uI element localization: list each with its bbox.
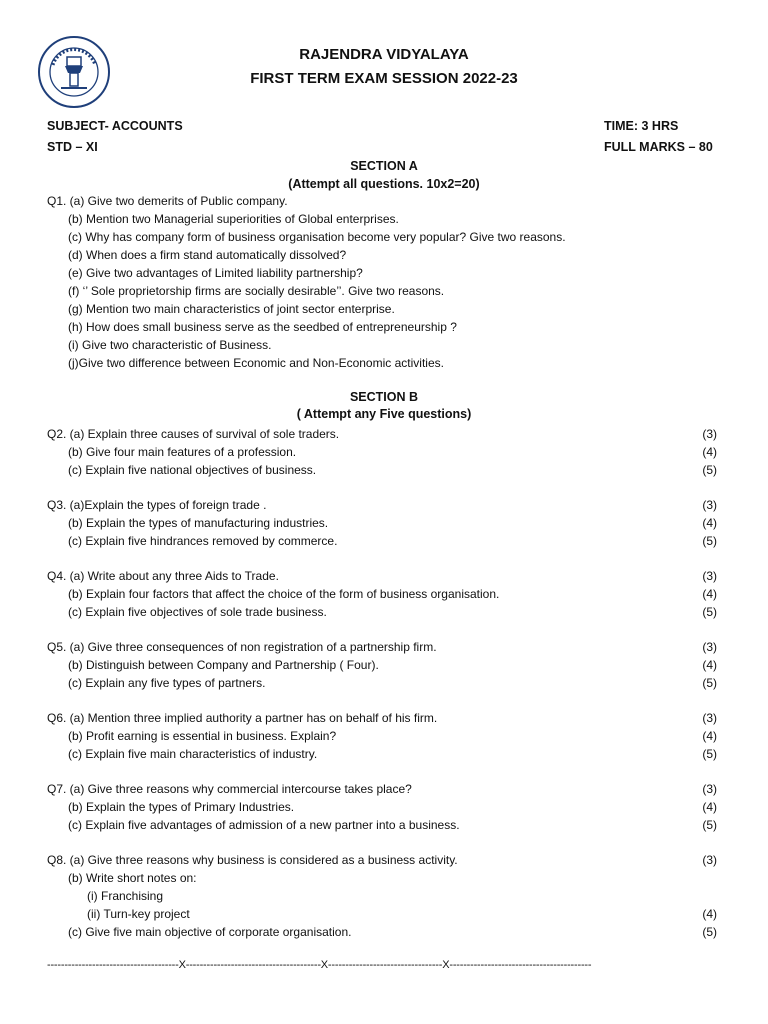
question-text: Q1. (a) Give two demerits of Public company. bbox=[47, 194, 288, 208]
question-text: Q8. (a) Give three reasons why business is considered as a business activity. bbox=[47, 853, 458, 867]
section-a-title: SECTION A bbox=[350, 159, 418, 173]
question-line bbox=[47, 887, 717, 905]
question-marks: (5) bbox=[702, 676, 717, 690]
question-line bbox=[47, 567, 717, 585]
question-text: (b) Explain four factors that affect the choice of the form of business organisation. bbox=[68, 587, 500, 601]
question-marks: (3) bbox=[702, 711, 717, 725]
question-line bbox=[47, 780, 717, 798]
subject-label: SUBJECT- ACCOUNTS bbox=[47, 119, 183, 133]
question-line bbox=[47, 228, 717, 246]
question-marks: (4) bbox=[702, 658, 717, 672]
question-line bbox=[47, 300, 717, 318]
question-text: (b) Distinguish between Company and Partnership ( Four). bbox=[68, 658, 379, 672]
question-text: (c) Explain five main characteristics of industry. bbox=[68, 747, 318, 761]
question-text: (ii) Turn-key project bbox=[87, 907, 190, 921]
exam-title: FIRST TERM EXAM SESSION 2022-23 bbox=[250, 70, 518, 87]
question-text: (c) Explain five national objectives of business. bbox=[68, 463, 317, 477]
question-marks: (3) bbox=[702, 569, 717, 583]
question-line bbox=[47, 425, 717, 443]
question-line bbox=[47, 798, 717, 816]
time-label: TIME: 3 HRS bbox=[604, 119, 679, 133]
question-line bbox=[47, 745, 717, 763]
question-text: (c) Explain five advantages of admission of a new partner into a business. bbox=[68, 818, 460, 832]
question-marks: (3) bbox=[702, 427, 717, 441]
question-line bbox=[47, 869, 717, 887]
question-line bbox=[47, 816, 717, 834]
question-line bbox=[47, 638, 717, 656]
question-marks: (4) bbox=[702, 729, 717, 743]
question-line bbox=[47, 282, 717, 300]
question-line bbox=[47, 674, 717, 692]
question-marks: (5) bbox=[702, 747, 717, 761]
section-b-instruction: ( Attempt any Five questions) bbox=[296, 407, 472, 421]
question-text: (b) Explain the types of manufacturing industries. bbox=[68, 516, 329, 530]
question-marks: (5) bbox=[702, 605, 717, 619]
question-line bbox=[47, 709, 717, 727]
question-text: (c) Explain five objectives of sole trade business. bbox=[68, 605, 327, 619]
question-text: (g) Mention two main characteristics of joint sector enterprise. bbox=[68, 302, 395, 316]
question-line bbox=[47, 246, 717, 264]
question-text: (b) Write short notes on: bbox=[68, 871, 197, 885]
question-marks: (3) bbox=[702, 640, 717, 654]
question-marks: (4) bbox=[702, 800, 717, 814]
question-line bbox=[47, 905, 717, 923]
question-text: (c) Explain any five types of partners. bbox=[68, 676, 266, 690]
question-text: (f) ‘’ Sole proprietorship firms are socially desirable’’. Give two reasons. bbox=[68, 284, 445, 298]
question-text: (c) Explain five hindrances removed by commerce. bbox=[68, 534, 338, 548]
question-text: (j)Give two difference between Economic and Non-Economic activities. bbox=[68, 356, 444, 370]
question-line bbox=[47, 318, 717, 336]
question-line bbox=[47, 461, 717, 479]
question-line bbox=[47, 603, 717, 621]
question-text: (c) Give five main objective of corporate organisation. bbox=[68, 925, 352, 939]
section-b-title: SECTION B bbox=[349, 390, 419, 404]
full-marks-label: FULL MARKS – 80 bbox=[604, 140, 713, 154]
question-text: Q3. (a)Explain the types of foreign trade . bbox=[47, 498, 267, 512]
question-marks: (3) bbox=[702, 782, 717, 796]
question-marks: (4) bbox=[702, 445, 717, 459]
question-line bbox=[47, 210, 717, 228]
question-marks: (3) bbox=[702, 853, 717, 867]
question-marks: (5) bbox=[702, 534, 717, 548]
question-text: (h) How does small business serve as the seedbed of entrepreneurship ? bbox=[68, 320, 457, 334]
question-marks: (5) bbox=[702, 925, 717, 939]
question-text: (b) Give four main features of a profession. bbox=[68, 445, 297, 459]
school-name: RAJENDRA VIDYALAYA bbox=[299, 46, 469, 63]
section-a-instruction: (Attempt all questions. 10x2=20) bbox=[288, 177, 480, 191]
question-text: Q6. (a) Mention three implied authority a partner has on behalf of his firm. bbox=[47, 711, 438, 725]
question-line bbox=[47, 264, 717, 282]
question-marks: (5) bbox=[702, 463, 717, 477]
question-marks: (4) bbox=[702, 516, 717, 530]
question-text: (e) Give two advantages of Limited liability partnership? bbox=[68, 266, 363, 280]
question-text: (i) Franchising bbox=[87, 889, 164, 903]
question-text: Q7. (a) Give three reasons why commercial intercourse takes place? bbox=[47, 782, 412, 796]
question-text: Q2. (a) Explain three causes of survival of sole traders. bbox=[47, 427, 340, 441]
question-line bbox=[47, 585, 717, 603]
question-line bbox=[47, 851, 717, 869]
question-marks: (3) bbox=[702, 498, 717, 512]
question-text: (d) When does a firm stand automatically dissolved? bbox=[68, 248, 347, 262]
question-text: (i) Give two characteristic of Business. bbox=[68, 338, 272, 352]
question-line bbox=[47, 514, 717, 532]
question-line bbox=[47, 336, 717, 354]
question-marks: (5) bbox=[702, 818, 717, 832]
question-text: Q5. (a) Give three consequences of non registration of a partnership firm. bbox=[47, 640, 437, 654]
question-line bbox=[47, 656, 717, 674]
question-text: (c) Why has company form of business organisation become very popular? Give two reasons. bbox=[68, 230, 566, 244]
question-marks: (4) bbox=[702, 587, 717, 601]
question-line bbox=[47, 923, 717, 941]
question-text: (b) Profit earning is essential in business. Explain? bbox=[68, 729, 337, 743]
end-of-paper-divider: --------------------------------------X---------------------------------------X---------------------------------X----------------------------------------- bbox=[47, 959, 592, 971]
question-line bbox=[47, 192, 717, 210]
question-line bbox=[47, 443, 717, 461]
std-label: STD – XI bbox=[47, 140, 98, 154]
question-marks: (4) bbox=[702, 907, 717, 921]
question-line bbox=[47, 496, 717, 514]
question-text: Q4. (a) Write about any three Aids to Trade. bbox=[47, 569, 279, 583]
question-line bbox=[47, 532, 717, 550]
question-text: (b) Explain the types of Primary Industries. bbox=[68, 800, 295, 814]
question-line bbox=[47, 727, 717, 745]
question-text: (b) Mention two Managerial superiorities of Global enterprises. bbox=[68, 212, 399, 226]
question-line bbox=[47, 354, 717, 372]
